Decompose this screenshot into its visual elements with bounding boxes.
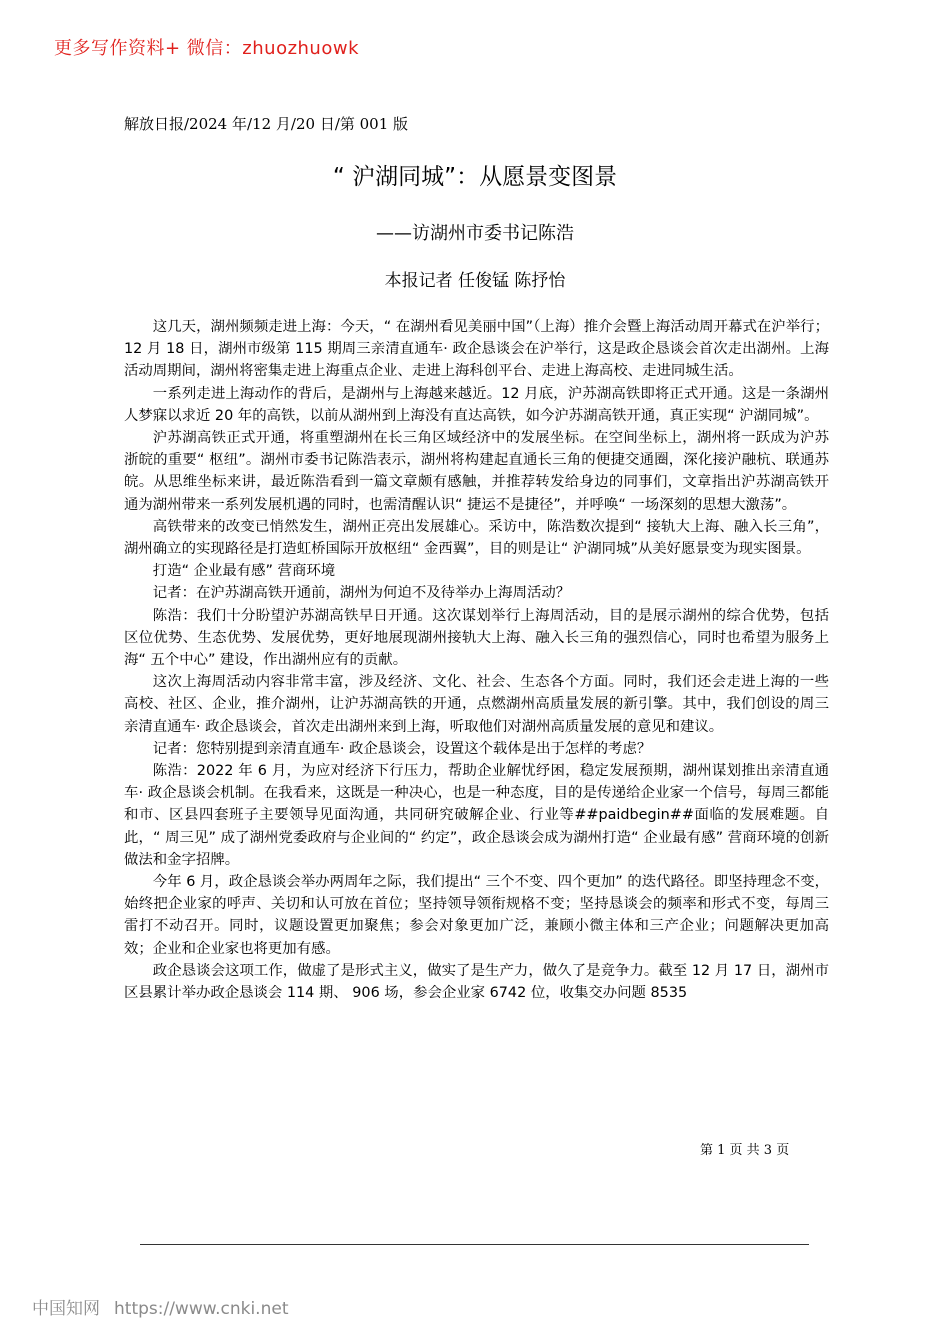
article-title: “ 沪湖同城”：从愿景变图景 (332, 164, 618, 190)
section-heading: 打造“ 企业最有感” 营商环境 (152, 563, 336, 580)
footer-divider (140, 1244, 809, 1245)
paragraph: 高铁带来的改变已悄然发生，湖州正亮出发展雄心。采访中，陈浩数次提到“ 接轨大上海、融入长三角”，湖州确立的实现路径是打造虹桥国际开放枢纽“ 金西翼”，目的则是让“ 沪湖同城”从美好愿景变为现实图景。 (124, 518, 829, 558)
paragraph: 今年 6 月，政企恳谈会举办两周年之际，我们提出“ 三个不变、四个更加” 的迭代路径。即坚持理念不变，始终把企业家的呼声、关切和认可放在首位；坚持领导领衔规格不变；坚持恳谈会的频率和形式不变，每周三雷打不动召开。同时，议题设置更加聚焦；参会对象更加广泛，兼顾小微主体和三产企业；问题解决更加高效；企业和企业家也将更加有感。 (124, 874, 829, 957)
paragraph: 陈浩：我们十分盼望沪苏湖高铁早日开通。这次谋划举行上海周活动，目的是展示湖州的综合优势，包括区位优势、生态优势、发展优势，更好地展现湖州接轨大上海、融入长三角的强烈信心，同时也希望为服务上海“ 五个中心” 建设，作出湖州应有的贡献。 (124, 607, 829, 669)
paragraph: 记者：您特别提到亲清直通车· 政企恳谈会，设置这个载体是出于怎样的考虑？ (152, 740, 652, 757)
cnki-watermark (32, 1294, 302, 1319)
paragraph: 这次上海周活动内容非常丰富，涉及经济、文化、社会、生态各个方面。同时，我们还会走进上海的一些高校、社区、企业，推介湖州，让沪苏湖高铁的开通，点燃湖州高质量发展的新引擎。其中，我们创设的周三亲清直通车· 政企恳谈会，首次走出湖州来到上海，听取他们对湖州高质量发展的意见和建议。 (124, 674, 829, 735)
article-body (124, 316, 829, 1004)
promo-banner: 更多写作资料+ 微信：zhuozhuowk (54, 38, 360, 59)
page-number: 第 1 页 共 3 页 (700, 1143, 790, 1158)
watermark-site-name: 中国知网 (32, 1299, 100, 1319)
paragraph: 一系列走进上海动作的背后，是湖州与上海越来越近。12 月底，沪苏湖高铁即将正式开通。这是一条湖州人梦寐以求近 20 年的高铁，以前从湖州到上海没有直达高铁，如今沪苏湖高铁开通，真正实现“ 沪湖同城”。 (124, 385, 829, 424)
paragraph: 陈浩：2022 年 6 月，为应对经济下行压力，帮助企业解忧纾困，稳定发展预期，湖州谋划推出亲清直通车· 政企恳谈会机制。在我看来，这既是一种决心，也是一种态度，目的是传递给企业家一个信号，每周三都能和市、区县四套班子主要领导见面沟通，共同研究破解企业、行业等##paidbegin##面临的发展难题。自此，“ 周三见” 成了湖州党委政府与企业间的“ 约定”，政企恳谈会成为湖州打造“ 企业最有感” 营商环境的创新做法和金字招牌。 (124, 763, 829, 868)
paragraph: 记者：在沪苏湖高铁开通前，湖州为何迫不及待举办上海周活动？ (152, 585, 571, 602)
article-byline: 本报记者 任俊锰 陈抒怡 (384, 271, 566, 291)
article-subtitle: ——访湖州市委书记陈浩 (376, 223, 574, 244)
paragraph: 政企恳谈会这项工作，做虚了是形式主义，做实了是生产力，做久了是竞争力。截至 12 月 17 日，湖州市区县累计举办政企恳谈会 114 期、 906 场，参会企业家 6742 位，收集交办问题 8535 (124, 962, 829, 1002)
paragraph: 沪苏湖高铁正式开通，将重塑湖州在长三角区域经济中的发展坐标。在空间坐标上，湖州将一跃成为沪苏浙皖的重要“ 枢纽”。湖州市委书记陈浩表示，湖州将构建起直通长三角的便捷交通圈，深化接沪融杭、联通苏皖。从思维坐标来讲，最近陈浩看到一篇文章颇有感触，并推荐转发给身边的同事们，文章指出沪苏湖高铁开通为湖州带来一系列发展机遇的同时，也需清醒认识“ 捷运不是捷径”，并呼唤“ 一场深刻的思想大激荡”。 (124, 430, 829, 513)
paragraph: 这几天，湖州频频走进上海：今天，“ 在湖州看见美丽中国”（上海）推介会暨上海活动周开幕式在沪举行；12 月 18 日，湖州市级第 115 期周三亲清直通车· 政企恳谈会在沪举行，这是政企恳谈会首次走出湖州。上海活动周期间，湖州将密集走进上海重点企业、走进上海科创平台、走进上海高校、走进同城生活。 (124, 319, 829, 380)
watermark-site-url: https://www.cnki.net (114, 1299, 289, 1319)
source-line: 解放日报/2024 年/12 月/20 日/第 001 版 (124, 115, 409, 133)
